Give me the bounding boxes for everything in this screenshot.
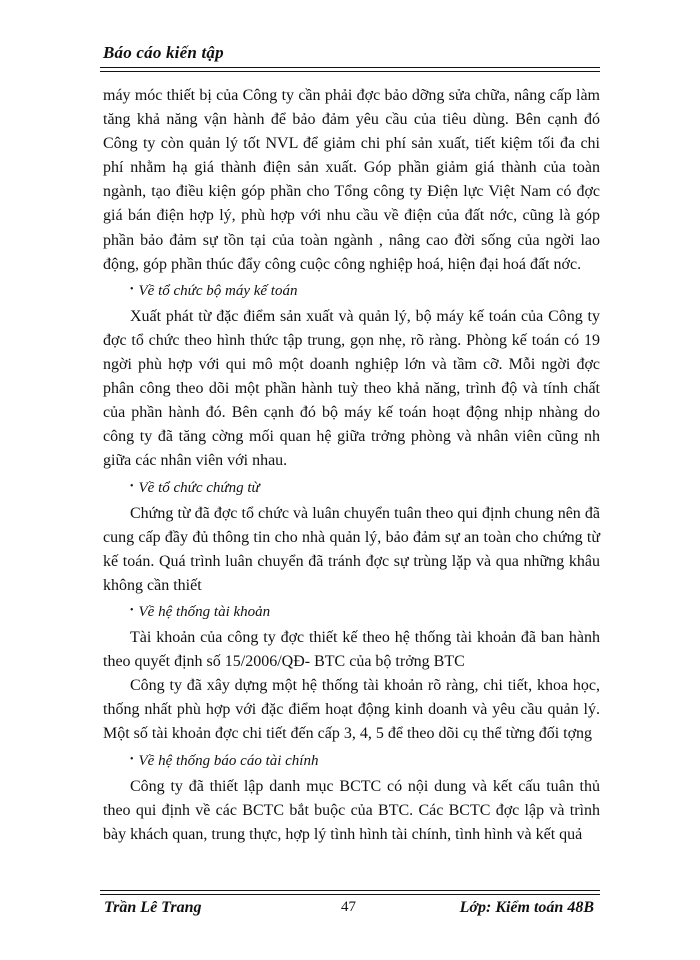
section-paragraph: Chứng từ đã đợc tổ chức và luân chuyển tuân theo qui định chung nên đã cung cấp đầy đủ thông tin cho nhà quản lý, bảo đảm sự an toàn cho chứng từ kế toán. Quá trình luân chuyển đã tránh đợc sự trùng lặp và qua những khâu không cần thiết — [103, 504, 600, 594]
intro-paragraph: máy móc thiết bị của Công ty cần phải đợc bảo dỡng sửa chữa, nâng cấp làm tăng khả năng vận hành để bảo đảm yêu cầu của tiêu dùng. Bên cạnh đó Công ty còn quản lý tốt NVL để giảm chi phí sản xuất, tiết kiệm tối đa chi phí nhằm hạ giá thành điện sản xuất. Góp phần giảm giá thành của toàn ngành, tạo điều kiện góp phần cho Tổng công ty Điện lực Việt Nam có đợc giá bán điện hợp lý, phù hợp với nhu cầu về điện của đất nớc, cũng là góp phần bảo đảm sự tồn tại của toàn ngành , nâng cao đời sống của ngời lao động, góp phần thúc đẩy công cuộc công nghiệp hoá, hiện đại hoá đất nớc. — [103, 87, 600, 273]
section-title: • Về hệ thống tài khoản — [130, 603, 271, 620]
section-title: • Về hệ thống báo cáo tài chính — [130, 752, 319, 769]
header-rule-bottom — [100, 71, 600, 72]
bullet-icon: • — [130, 753, 134, 765]
section-title: • Về tổ chức bộ máy kế toán — [130, 282, 298, 299]
bullet-icon: • — [130, 480, 134, 492]
header-title: Báo cáo kiến tập — [103, 43, 224, 62]
body-text — [103, 84, 600, 847]
footer — [100, 899, 600, 923]
page-number: 47 — [341, 899, 356, 915]
footer-rule-top — [100, 890, 600, 891]
bullet-icon: • — [130, 604, 134, 616]
section-title: • Về tổ chức chứng từ — [130, 479, 260, 496]
section-paragraph: Xuất phát từ đặc điểm sản xuất và quản lý, bộ máy kế toán của Công ty đợc tổ chức theo hình thức tập trung, gọn nhẹ, rõ ràng. Phòng kế toán có 19 ngời phù hợp với qui mô một doanh nghiệp lớn và tầm cỡ. Mỗi ngời đợc phân công theo dõi một phần hành tuỳ theo khả năng, trình độ và tính chất của phần hành đó. Bên cạnh đó bộ máy kế toán hoạt động nhịp nhàng do công ty đã tăng cờng mối quan hệ giữa trởng phòng và nhân viên cũng nh giữa các nhân viên với nhau. — [103, 307, 600, 470]
header-rule-top — [100, 67, 600, 68]
section-paragraph: Công ty đã thiết lập danh mục BCTC có nội dung và kết cấu tuân thủ theo qui định về các BCTC bắt buộc của BTC. Các BCTC đợc lập và trình bày khách quan, trung thực, hợp lý tình hình tài chính, tình hình và kết quả — [103, 777, 600, 843]
bullet-icon: • — [130, 283, 134, 295]
section-paragraph: Công ty đã xây dựng một hệ thống tài khoản rõ ràng, chi tiết, khoa học, thống nhất phù hợp với đặc điểm hoạt động kinh doanh và yêu cầu quản lý. Một số tài khoản đợc chi tiết đến cấp 3, 4, 5 để theo dõi cụ thể từng đối tợng — [103, 677, 600, 743]
section-paragraph: Tài khoản của công ty đợc thiết kế theo hệ thống tài khoản đã ban hành theo quyết định số 15/2006/QĐ- BTC của bộ trởng BTC — [103, 629, 600, 671]
footer-author: Trần Lê Trang — [104, 899, 202, 916]
footer-rule-bottom — [100, 894, 600, 895]
footer-class: Lớp: Kiểm toán 48B — [459, 899, 594, 916]
